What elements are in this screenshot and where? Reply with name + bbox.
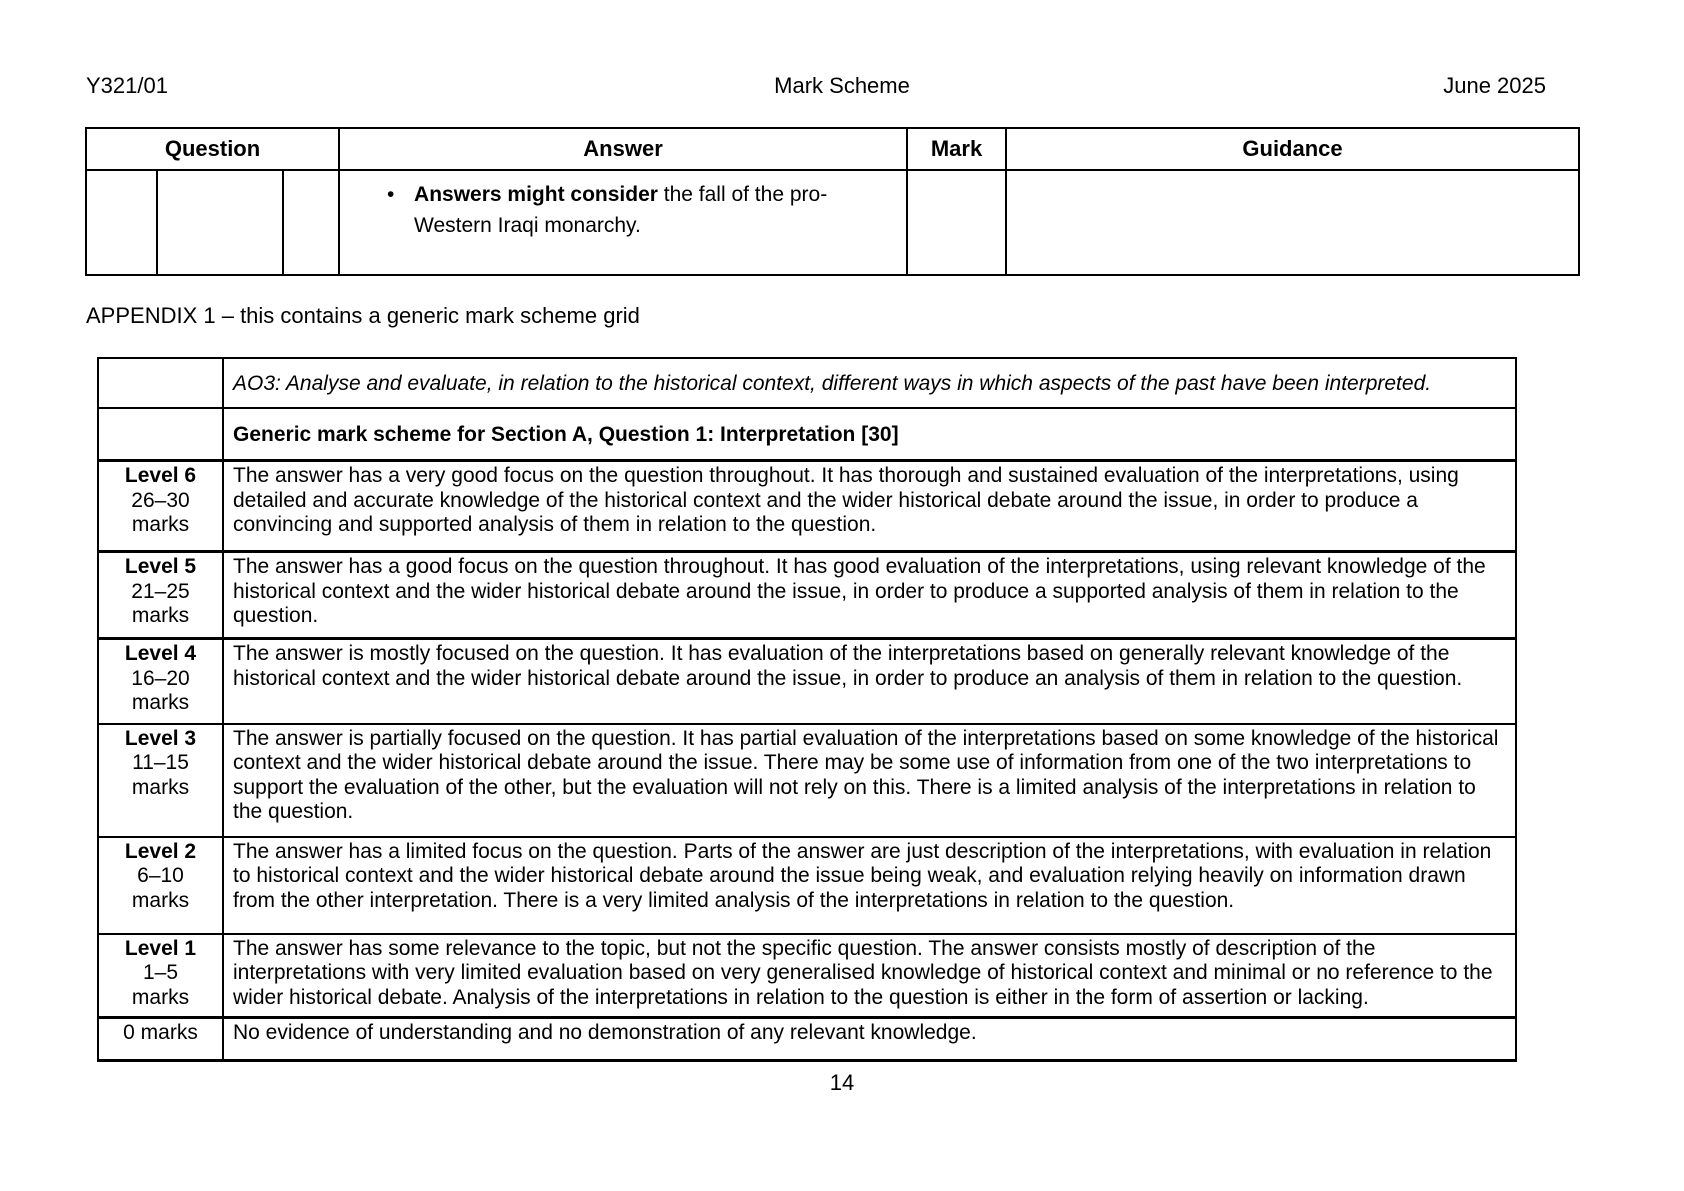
level-row [98,552,1516,639]
level-descriptor: The answer is mostly focused on the question. It has evaluation of the interpretations based on generally relevant knowledge of the historical context and the wider historical debate around the issue, in order to produce an analysis of them in relation to the question. [223,639,1516,724]
level-descriptor: The answer has some relevance to the topic, but not the specific question. The answer consists mostly of description of the interpretations with very limited evaluation based on very generalised knowledge of historical context and minimal or no reference to the wider historical debate. Analysis of the interpretations in relation to the question is either in the form of assertion or lacking. [223,934,1516,1018]
question-part-cell [283,170,339,275]
ao-row [98,358,1516,408]
bullet-icon: • [387,183,395,206]
header-date: June 2025 [1443,73,1546,98]
column-header-answer: Answer [339,128,907,170]
level-descriptor: The answer is partially focused on the question. It has partial evaluation of the interpretations based on some knowledge of the historical context and the wider historical debate around the issue. There may be some use of information from one of the two interpretations to support the evaluation of the other, but the evaluation will not rely on this. There is a limited analysis of the interpretations in relation to the question. [223,724,1516,837]
empty-label-cell [98,358,223,408]
zero-marks-row [98,1018,1516,1061]
level-descriptor: The answer has a very good focus on the question throughout. It has thorough and sustained evaluation of the interpretations, using detailed and accurate knowledge of the historical context and the wider historical debate around the issue, in order to produce a convincing and supported analysis of them in relation to the question. [223,461,1516,552]
question-part-cell [86,170,157,275]
level-row [98,837,1516,934]
level-name: Level 6 [124,464,197,487]
empty-label-cell [98,408,223,461]
level-marks-word: marks [131,985,190,1009]
appendix-heading: APPENDIX 1 – this contains a generic mark scheme grid [86,303,640,328]
answer-bullet-body: the fall of the pro-Western Iraqi monarchy. [414,183,828,237]
ao-statement: AO3: Analyse and evaluate, in relation to the historical context, different ways in which aspects of the past have been interpreted. [223,358,1516,408]
level-range: 11–15 [132,751,189,774]
column-header-guidance: Guidance [1006,128,1579,170]
level-row [98,461,1516,552]
mark-scheme-grid [97,357,1517,1062]
level-row [98,639,1516,724]
level-label [98,461,223,552]
question-part-cell [157,170,283,275]
grid-title: Generic mark scheme for Section A, Question 1: Interpretation [30] [223,408,1516,461]
level-marks-word: marks [131,888,190,912]
level-descriptor: The answer has a limited focus on the question. Parts of the answer are just description of the interpretations, with evaluation in relation to historical context and the wider historical debate around the issue being weak, and evaluation relying heavily on information drawn from the other interpretation. There is a very limited analysis of the interpretations in relation to the question. [223,837,1516,934]
level-marks-word: marks [131,513,190,536]
grid-title-row [98,408,1516,461]
level-range: 16–20 [131,666,190,690]
level-descriptor: The answer has a good focus on the question throughout. It has good evaluation of the interpretations, using relevant knowledge of the historical context and the wider historical debate around the issue, in order to produce a supported analysis of them in relation to the question. [223,552,1516,639]
level-range: 6–10 [137,864,184,887]
level-label [98,639,223,724]
level-label [98,837,223,934]
header-title: Mark Scheme [774,73,910,98]
level-name: Level 1 [124,936,197,960]
answer-bullet-text [380,179,896,241]
level-marks-word: marks [131,775,190,799]
answer-cell [339,170,907,275]
zero-marks-descriptor: No evidence of understanding and no demonstration of any relevant knowledge. [223,1018,1516,1061]
level-marks-word: marks [131,604,190,627]
level-range: 1–5 [142,961,179,984]
page-number: 14 [829,1070,855,1095]
zero-marks-label: 0 marks [98,1018,223,1061]
answer-bullet-bold: Answers might consider [414,183,658,206]
level-name: Level 4 [124,642,197,665]
answer-table [85,127,1580,276]
level-range: 21–25 [131,579,190,603]
column-header-mark: Mark [907,128,1006,170]
level-row [98,934,1516,1018]
level-name: Level 3 [124,726,197,750]
level-name: Level 2 [124,839,197,863]
header-paper-code: Y321/01 [86,73,168,98]
level-label [98,724,223,837]
level-name: Level 5 [124,555,197,578]
level-label [98,552,223,639]
level-row [98,724,1516,837]
level-label [98,934,223,1018]
level-range: 26–30 [131,488,190,512]
level-marks-word: marks [131,691,190,714]
answer-table-header [86,128,1579,170]
column-header-question: Question [86,128,339,170]
guidance-cell [1006,170,1579,275]
mark-cell [907,170,1006,275]
table-row [86,170,1579,275]
